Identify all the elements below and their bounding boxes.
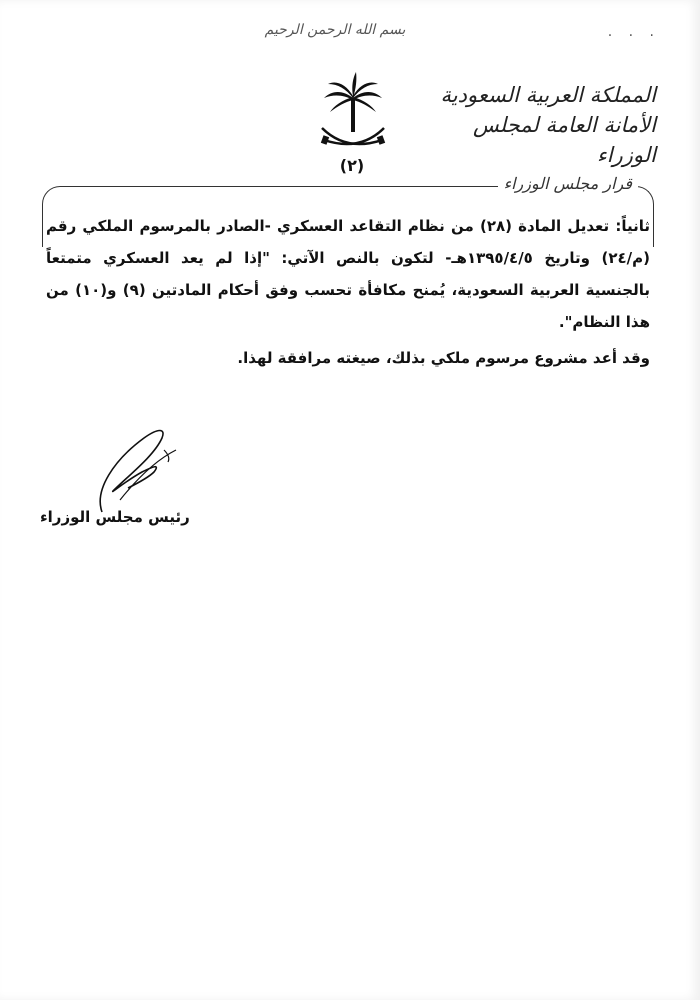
basmala: بسم الله الرحمن الرحيم (264, 22, 406, 38)
signer-title: رئيس مجلس الوزراء (40, 508, 190, 526)
scan-marks: · · · (607, 28, 660, 44)
page-number: (٢) (339, 156, 365, 175)
kingdom-name: المملكة العربية السعودية (440, 83, 656, 107)
royal-decree-note-paragraph: وقد أعد مشروع مرسوم ملكي بذلك، صيغته مرافقة لهذا. (237, 349, 650, 367)
handwritten-signature-icon (84, 420, 194, 520)
secretariat-name: الأمانة العامة لمجلس الوزراء (472, 113, 656, 167)
saudi-palm-swords-emblem-icon (318, 70, 388, 160)
article-amendment-paragraph: ثانياً: تعديل المادة (٢٨) من نظام التقاعد العسكري -الصادر بالمرسوم الملكي رقم (م/٢٤) وتاريخ ١٣٩٥/٤/٥هـ- لتكون بالنص الآتي: "إذا لم يعد العسكري متمتعاً بالجنسية العربية السعودية، يُمنح مكافأة تحسب وفق أحكام المادتين (٩) و(١٠) من هذا النظام". (46, 217, 650, 331)
letterhead (436, 80, 656, 170)
decision-title: قرار مجلس الوزراء (498, 174, 638, 193)
decision-body (46, 210, 650, 374)
